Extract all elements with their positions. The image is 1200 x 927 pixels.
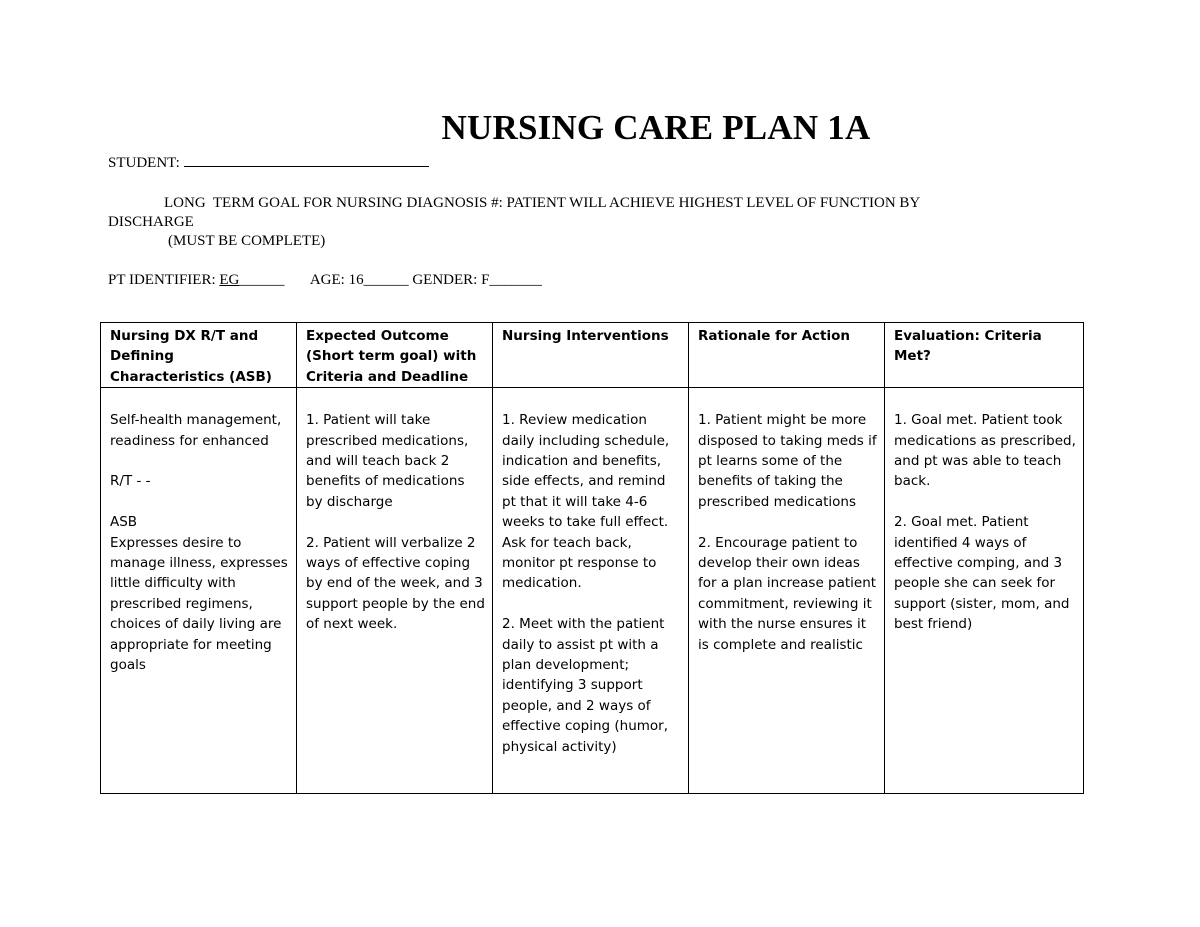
cell-nursing-interventions [493, 388, 689, 794]
age-label: AGE: [309, 272, 345, 288]
table-row [101, 388, 1084, 794]
rationale-2: 2. Encourage patient to develop their own ideas for a plan increase patient commitment, reviewing it with the nurse ensures it is complete and realistic [698, 534, 877, 653]
rationale-1: 1. Patient might be more disposed to taking meds if pt learns some of the benefits of taking the prescribed medications [698, 412, 877, 510]
cell-evaluation [885, 388, 1084, 794]
header-nursing-dx: Nursing DX R/T and Defining Characteristics (ASB) [101, 323, 297, 388]
age-value: 16______ [348, 272, 409, 288]
student-label: STUDENT: [108, 155, 180, 171]
header-nursing-interventions: Nursing Interventions [493, 323, 689, 388]
patient-info-line [108, 271, 542, 290]
cell-rationale [689, 388, 885, 794]
dx-asb-label: ASB [110, 514, 138, 531]
evaluation-1: 1. Goal met. Patient took medications as prescribed, and pt was able to teach back. [894, 412, 1076, 490]
long-term-goal-line-2: DISCHARGE [108, 214, 194, 230]
table-header-row [101, 323, 1084, 388]
outcome-1: 1. Patient will take prescribed medications, and will teach back 2 benefits of medications by discharge [306, 412, 469, 510]
long-term-goal-line-1: LONG TERM GOAL FOR NURSING DIAGNOSIS #: PATIENT WILL ACHIEVE HIGHEST LEVEL OF FUNCTION BY [164, 195, 921, 211]
dx-diagnosis: Self-health management, readiness for enhanced [110, 412, 282, 449]
header-evaluation: Evaluation: Criteria Met? [885, 323, 1084, 388]
student-field [108, 152, 429, 173]
pt-identifier-label: PT IDENTIFIER: [108, 272, 216, 288]
intervention-1: 1. Review medication daily including schedule, indication and benefits, side effects, and remind pt that it will take 4-6 weeks to take full effect. Ask for teach back, monitor pt response to medication. [502, 412, 670, 592]
dx-related-to: R/T - - [110, 473, 151, 490]
outcome-2: 2. Patient will verbalize 2 ways of effective coping by end of the week, and 3 support people by the end of next week. [306, 534, 485, 633]
gender-value: F_______ [481, 272, 542, 288]
cell-nursing-dx [101, 388, 297, 794]
page-title: NURSING CARE PLAN 1A [441, 108, 871, 147]
intervention-2: 2. Meet with the patient daily to assist pt with a plan development; identifying 3 support people, and 2 ways of effective coping (humor, physical activity) [502, 616, 669, 755]
long-term-goal-note: (MUST BE COMPLETE) [168, 233, 326, 249]
evaluation-2: 2. Goal met. Patient identified 4 ways of effective comping, and 3 people she can seek for support (sister, mom, and best friend) [894, 514, 1070, 633]
cell-expected-outcome [297, 388, 493, 794]
header-rationale: Rationale for Action [689, 323, 885, 388]
header-expected-outcome: Expected Outcome (Short term goal) with Criteria and Deadline [297, 323, 493, 388]
student-name-blank[interactable] [184, 152, 429, 167]
dx-defining-characteristics: Expresses desire to manage illness, expresses little difficulty with prescribed regimens, choices of daily living are appropriate for meeting goals [110, 534, 288, 674]
gender-label: GENDER: [412, 272, 478, 288]
pt-identifier-value: EG [219, 272, 240, 288]
care-plan-table [100, 322, 1084, 794]
pt-identifier-fill: ______ [239, 272, 285, 288]
